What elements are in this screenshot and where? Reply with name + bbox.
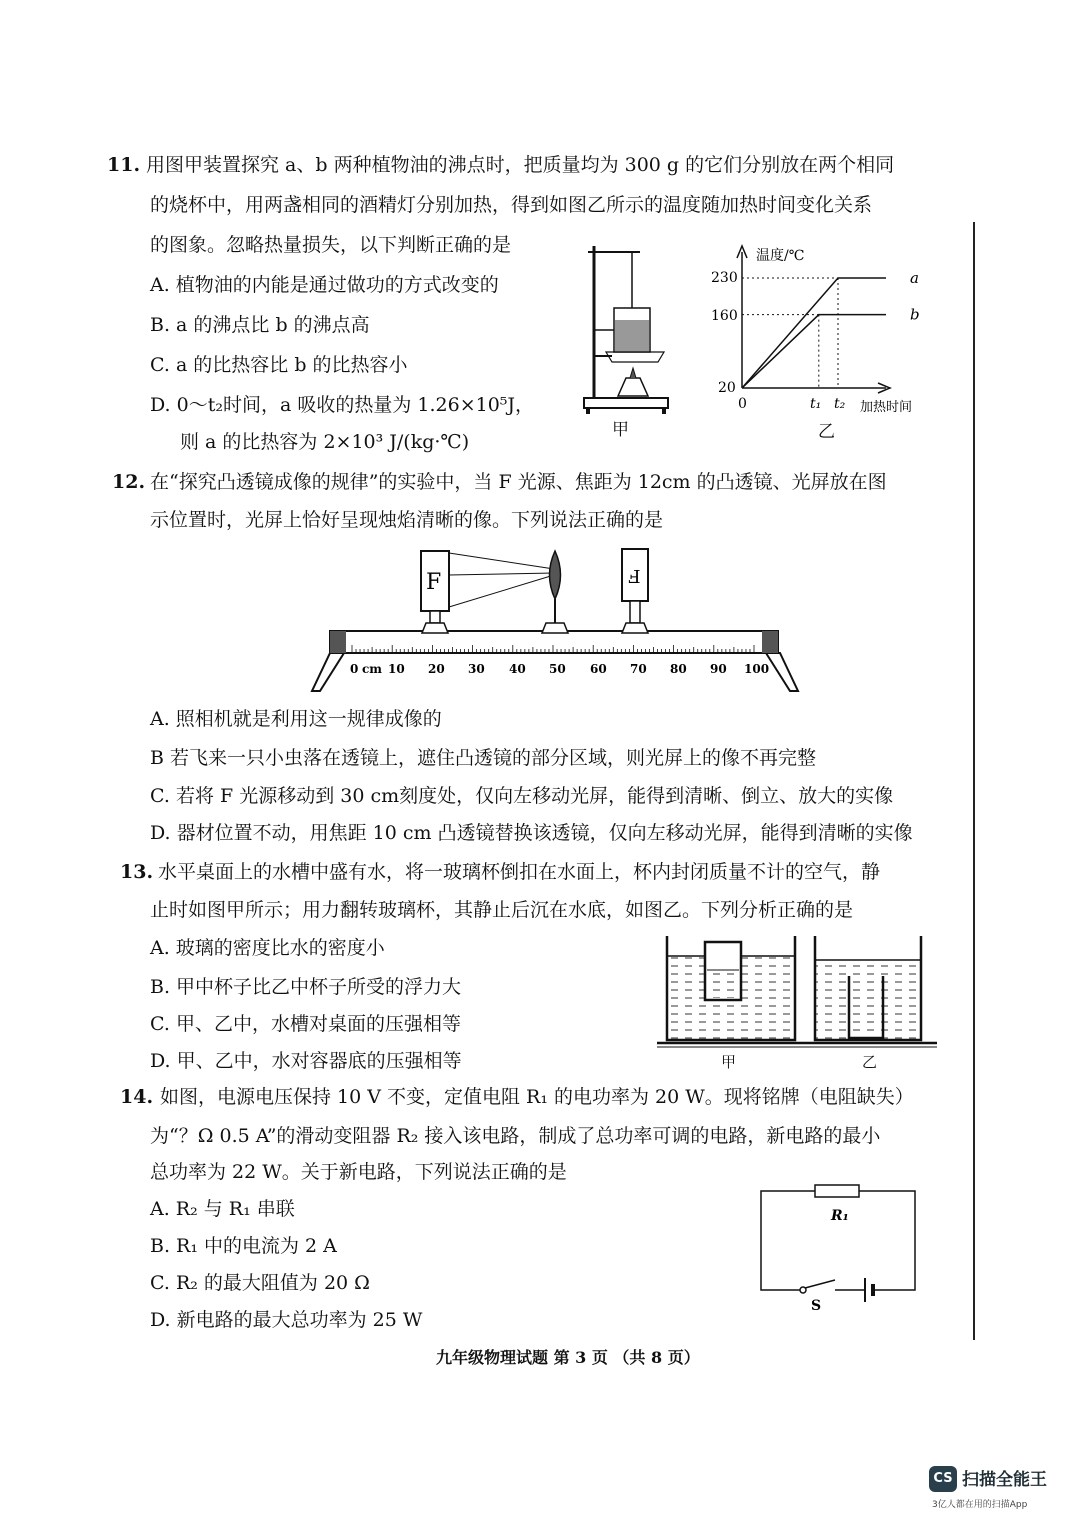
bench-tick-10: 10 xyxy=(388,662,405,676)
bench-rail xyxy=(330,631,778,653)
camscanner-logo: CS xyxy=(929,1466,957,1492)
switch-s xyxy=(805,1280,835,1288)
q11-stem-line3: 的图象。忽略热量损失，以下判断正确的是 xyxy=(150,234,512,256)
bench-endcap-right xyxy=(762,631,778,653)
circuit-switch-label: S xyxy=(811,1298,822,1314)
page-right-border xyxy=(973,222,975,1340)
q14-option-d: D. 新电路的最大总功率为 25 W xyxy=(150,1309,423,1331)
light-rays xyxy=(449,553,554,607)
q11-option-d-line1: D. 0～t₂时间，a 吸收的热量为 1.26×10⁵J， xyxy=(150,394,535,416)
bench-leg-right xyxy=(766,653,798,691)
q12-stem-line2: 示位置时，光屏上恰好呈现烛焰清晰的像。下列说法正确的是 xyxy=(150,509,664,531)
q12-option-a: A. 照相机就是利用这一规律成像的 xyxy=(150,708,442,730)
q14-number: 14. xyxy=(120,1086,154,1108)
q11-fig-yi-label: 乙 xyxy=(818,422,835,442)
q13-stem-line2: 止时如图甲所示；用力翻转玻璃杯，其静止后沉在水底，如图乙。下列分析正确的是 xyxy=(150,899,854,921)
q13-option-a: A. 玻璃的密度比水的密度小 xyxy=(150,937,385,959)
bench-tick-40: 40 xyxy=(509,662,526,676)
q11-fig-jia-label: 甲 xyxy=(612,420,629,440)
y-tick-20: 20 xyxy=(718,380,736,396)
bench-tick-50: 50 xyxy=(549,662,566,676)
series-b-label: b xyxy=(910,305,920,324)
bench-tick-80: 80 xyxy=(670,662,687,676)
q11-apparatus-figure xyxy=(578,240,678,440)
q14-option-a: A. R₂ 与 R₁ 串联 xyxy=(150,1198,295,1220)
q13-stem-line1: 水平桌面上的水槽中盛有水，将一玻璃杯倒扣在水面上，杯内封闭质量不计的空气，静 xyxy=(158,861,881,883)
q14-stem-line3: 总功率为 22 W。关于新电路，下列说法正确的是 xyxy=(150,1161,567,1183)
q13-fig-yi-label: 乙 xyxy=(862,1053,878,1071)
q14-option-b: B. R₁ 中的电流为 2 A xyxy=(150,1235,337,1257)
circuit-r1-label: R₁ xyxy=(831,1208,849,1224)
y-axis-label: 温度/℃ xyxy=(756,248,805,264)
x-tick-0: 0 xyxy=(738,396,747,412)
q11-option-d-line2: 则 a 的比热容为 2×10³ J/(kg·℃) xyxy=(180,431,470,453)
bench-tick-20: 20 xyxy=(428,662,445,676)
gauze xyxy=(606,352,664,362)
light-screen-letter: Ⅎ xyxy=(628,567,641,588)
q12-stem-line1: 在“探究凸透镜成像的规律”的实验中，当 F 光源、焦距为 12cm 的凸透镜、光屏放在图 xyxy=(150,471,887,493)
q13-water-tank-figure xyxy=(655,930,940,1055)
bench-tick-0: 0 xyxy=(350,662,359,676)
q13-option-b: B. 甲中杯子比乙中杯子所受的浮力大 xyxy=(150,976,462,998)
series-b-line xyxy=(742,315,886,388)
y-tick-230: 230 xyxy=(711,270,738,286)
series-a-line xyxy=(742,278,886,388)
camscanner-name: 扫描全能王 xyxy=(962,1470,1047,1490)
q11-stem-line1: 用图甲装置探究 a、b 两种植物油的沸点时，把质量均为 300 g 的它们分别放在两个相同 xyxy=(146,154,895,176)
q12-option-b: B 若飞来一只小虫落在透镜上，遮住凸透镜的部分区域，则光屏上的像不再完整 xyxy=(150,747,817,769)
alcohol-lamp xyxy=(618,378,648,396)
bench-endcap-left xyxy=(330,631,346,653)
q13-option-c: C. 甲、乙中，水槽对桌面的压强相等 xyxy=(150,1013,461,1035)
f-source-holder xyxy=(422,623,448,633)
q12-option-d: D. 器材位置不动，用焦距 10 cm 凸透镜替换该透镜，仅向左移动光屏，能得到清晰的实像 xyxy=(150,822,913,844)
q12-optical-bench-figure xyxy=(310,545,800,695)
lens-holder xyxy=(542,623,568,633)
q11-option-b: B. a 的沸点比 b 的沸点高 xyxy=(150,314,370,336)
x-tick-t2: t₂ xyxy=(834,396,846,412)
bench-tick-70: 70 xyxy=(630,662,647,676)
x-tick-t1: t₁ xyxy=(810,396,822,412)
q11-number: 11. xyxy=(107,154,141,176)
q13-fig-jia-label: 甲 xyxy=(721,1053,737,1071)
f-light-source-letter: F xyxy=(426,570,442,595)
camscanner-subtitle: 3亿人都在用的扫描App xyxy=(932,1500,1028,1510)
q12-number: 12. xyxy=(112,471,146,493)
q13-option-d: D. 甲、乙中，水对容器底的压强相等 xyxy=(150,1050,462,1072)
q14-circuit-figure xyxy=(755,1180,925,1315)
bench-tick-100: 100 xyxy=(744,662,770,676)
y-tick-160: 160 xyxy=(711,308,738,324)
q11-option-c: C. a 的比热容比 b 的比热容小 xyxy=(150,354,408,376)
bench-tick-cm: cm xyxy=(362,662,383,676)
q11-option-a: A. 植物油的内能是通过做功的方式改变的 xyxy=(150,274,499,296)
x-axis-label: 加热时间 xyxy=(860,400,913,415)
page-footer: 九年级物理试题 第 3 页 （共 8 页） xyxy=(436,1348,700,1367)
oil xyxy=(615,320,649,351)
q14-stem-line2: 为“？Ω 0.5 A”的滑动变阻器 R₂ 接入该电路，制成了总功率可调的电路，新电路的最小 xyxy=(150,1125,881,1147)
tank-yi xyxy=(815,936,921,1040)
bench-tick-60: 60 xyxy=(590,662,607,676)
bench-leg-left xyxy=(312,653,344,691)
q11-temperature-chart xyxy=(700,238,940,438)
q14-stem-line1: 如图，电源电压保持 10 V 不变，定值电阻 R₁ 的电功率为 20 W。现将铭牌（电阻缺失） xyxy=(160,1086,914,1108)
q12-option-c: C. 若将 F 光源移动到 30 cm刻度处，仅向左移动光屏，能得到清晰、倒立、放大的实像 xyxy=(150,785,894,807)
bench-tick-90: 90 xyxy=(710,662,727,676)
q11-stem-line2: 的烧杯中，用两盏相同的酒精灯分别加热，得到如图乙所示的温度随加热时间变化关系 xyxy=(150,194,873,216)
convex-lens xyxy=(550,551,561,599)
q13-number: 13. xyxy=(120,861,154,883)
tank-jia xyxy=(667,936,795,1040)
q14-option-c: C. R₂ 的最大阻值为 20 Ω xyxy=(150,1272,370,1294)
resistor-r1 xyxy=(815,1185,859,1197)
series-a-label: a xyxy=(910,269,919,287)
stand-base xyxy=(584,398,668,408)
screen-holder xyxy=(622,623,648,633)
bench-tick-30: 30 xyxy=(468,662,485,676)
